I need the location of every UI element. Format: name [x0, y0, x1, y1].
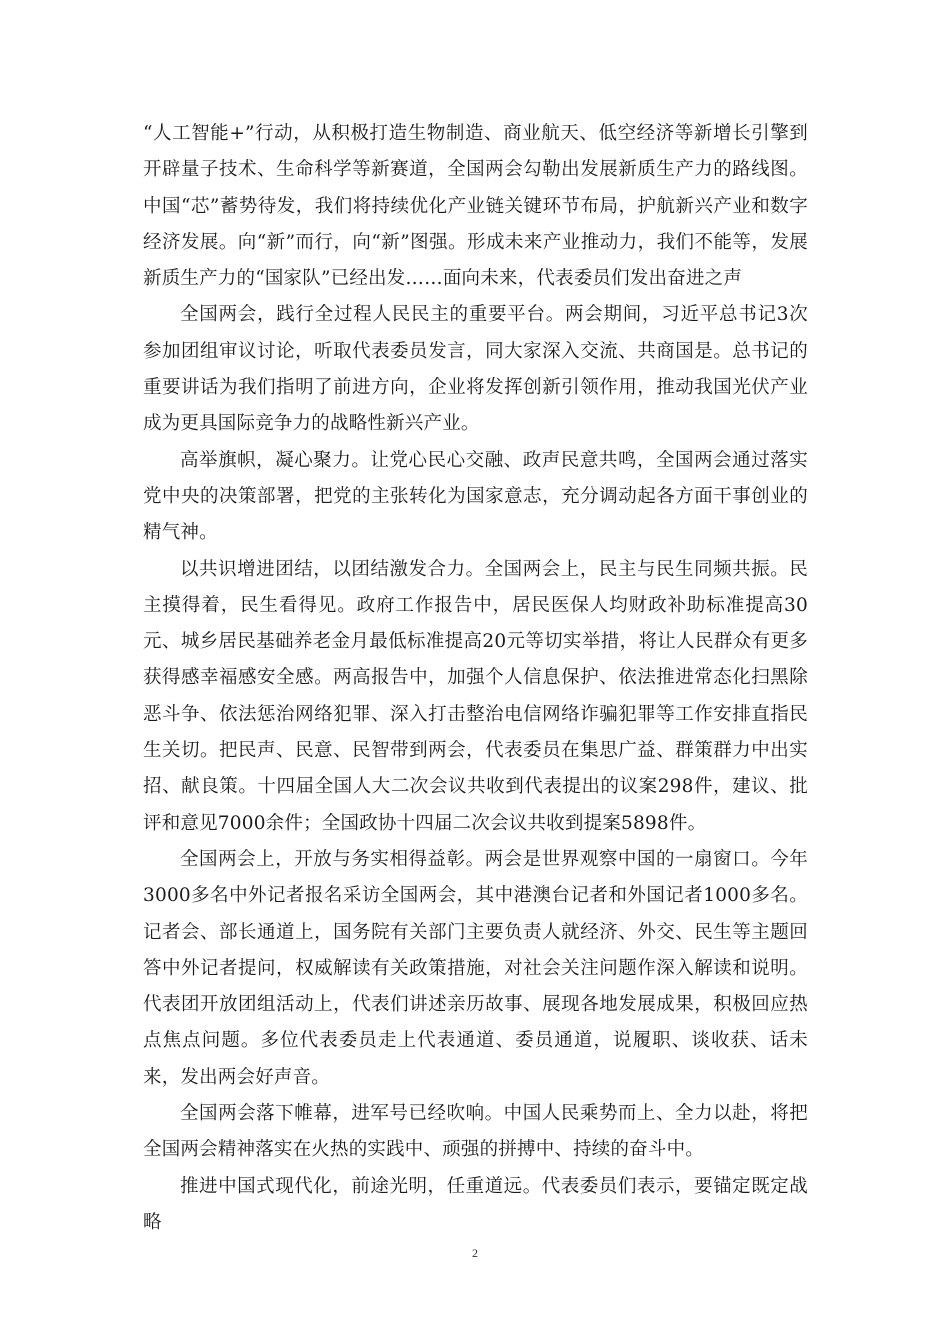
paragraph-6: 全国两会落下帷幕，进军号已经吹响。中国人民乘势而上、全力以赴，将把全国两会精神落实在火热的实践中、顽强的拼搏中、持续的奋斗中。	[143, 1103, 808, 1161]
paragraph-5: 全国两会上，开放与务实相得益彰。两会是世界观察中国的一扇窗口。今年3000多名中外记者报名采访全国两会，其中港澳台记者和外国记者1000多名。记者会、部长通道上，国务院有关部门主要负责人就经济、外交、民生等主题回答中外记者提问，权威解读有关政策措施，对社会关注问题作深入解读和说明。代表团开放团组活动上，代表们讲述亲历故事、展现各地发展成果，积极回应热点焦点问题。多位代表委员走上代表通道、委员通道，说履职、谈收获、话未来，发出两会好声音。	[143, 848, 808, 1088]
paragraph-7: 推进中国式现代化，前途光明，任重道远。代表委员们表示，要锚定既定战略	[143, 1175, 808, 1233]
paragraph-2: 全国两会，践行全过程人民民主的重要平台。两会期间，习近平总书记3次参加团组审议讨论，听取代表委员发言，同大家深入交流、共商国是。总书记的重要讲话为我们指明了前进方向，企业将发挥创新引领作用，推动我国光伏产业成为更具国际竞争力的战略性新兴产业。	[143, 304, 808, 435]
page-number: 2	[472, 1246, 478, 1260]
document-body	[143, 116, 808, 1241]
paragraph-4: 以共识增进团结，以团结激发合力。全国两会上，民主与民生同频共振。民主摸得着，民生看得见。政府工作报告中，居民医保人均财政补助标准提高30元、城乡居民基础养老金月最低标准提高20元等切实举措，将让人民群众有更多获得感幸福感安全感。两高报告中，加强个人信息保护、依法推进常态化扫黑除恶斗争、依法惩治网络犯罪、深入打击整治电信网络诈骗犯罪等工作安排直指民生关切。把民声、民意、民智带到两会，代表委员在集思广益、群策群力中出实招、献良策。十四届全国人大二次会议共收到代表提出的议案298件，建议、批评和意见7000余件；全国政协十四届二次会议共收到提案5898件。	[143, 558, 808, 834]
paragraph-3: 高举旗帜，凝心聚力。让党心民心交融、政声民意共鸣，全国两会通过落实党中央的决策部署，把党的主张转化为国家意志，充分调动起各方面干事创业的精气神。	[143, 449, 808, 544]
paragraph-1: “人工智能+”行动，从积极打造生物制造、商业航天、低空经济等新增长引擎到开辟量子技术、生命科学等新赛道，全国两会勾勒出发展新质生产力的路线图。中国“芯”蓄势待发，我们将持续优化产业链关键环节布局，护航新兴产业和数字经济发展。向“新”而行，向“新”图强。形成未来产业推动力，我们不能等，发展新质生产力的“国家队”已经出发……面向未来，代表委员们发出奋进之声	[143, 123, 808, 290]
